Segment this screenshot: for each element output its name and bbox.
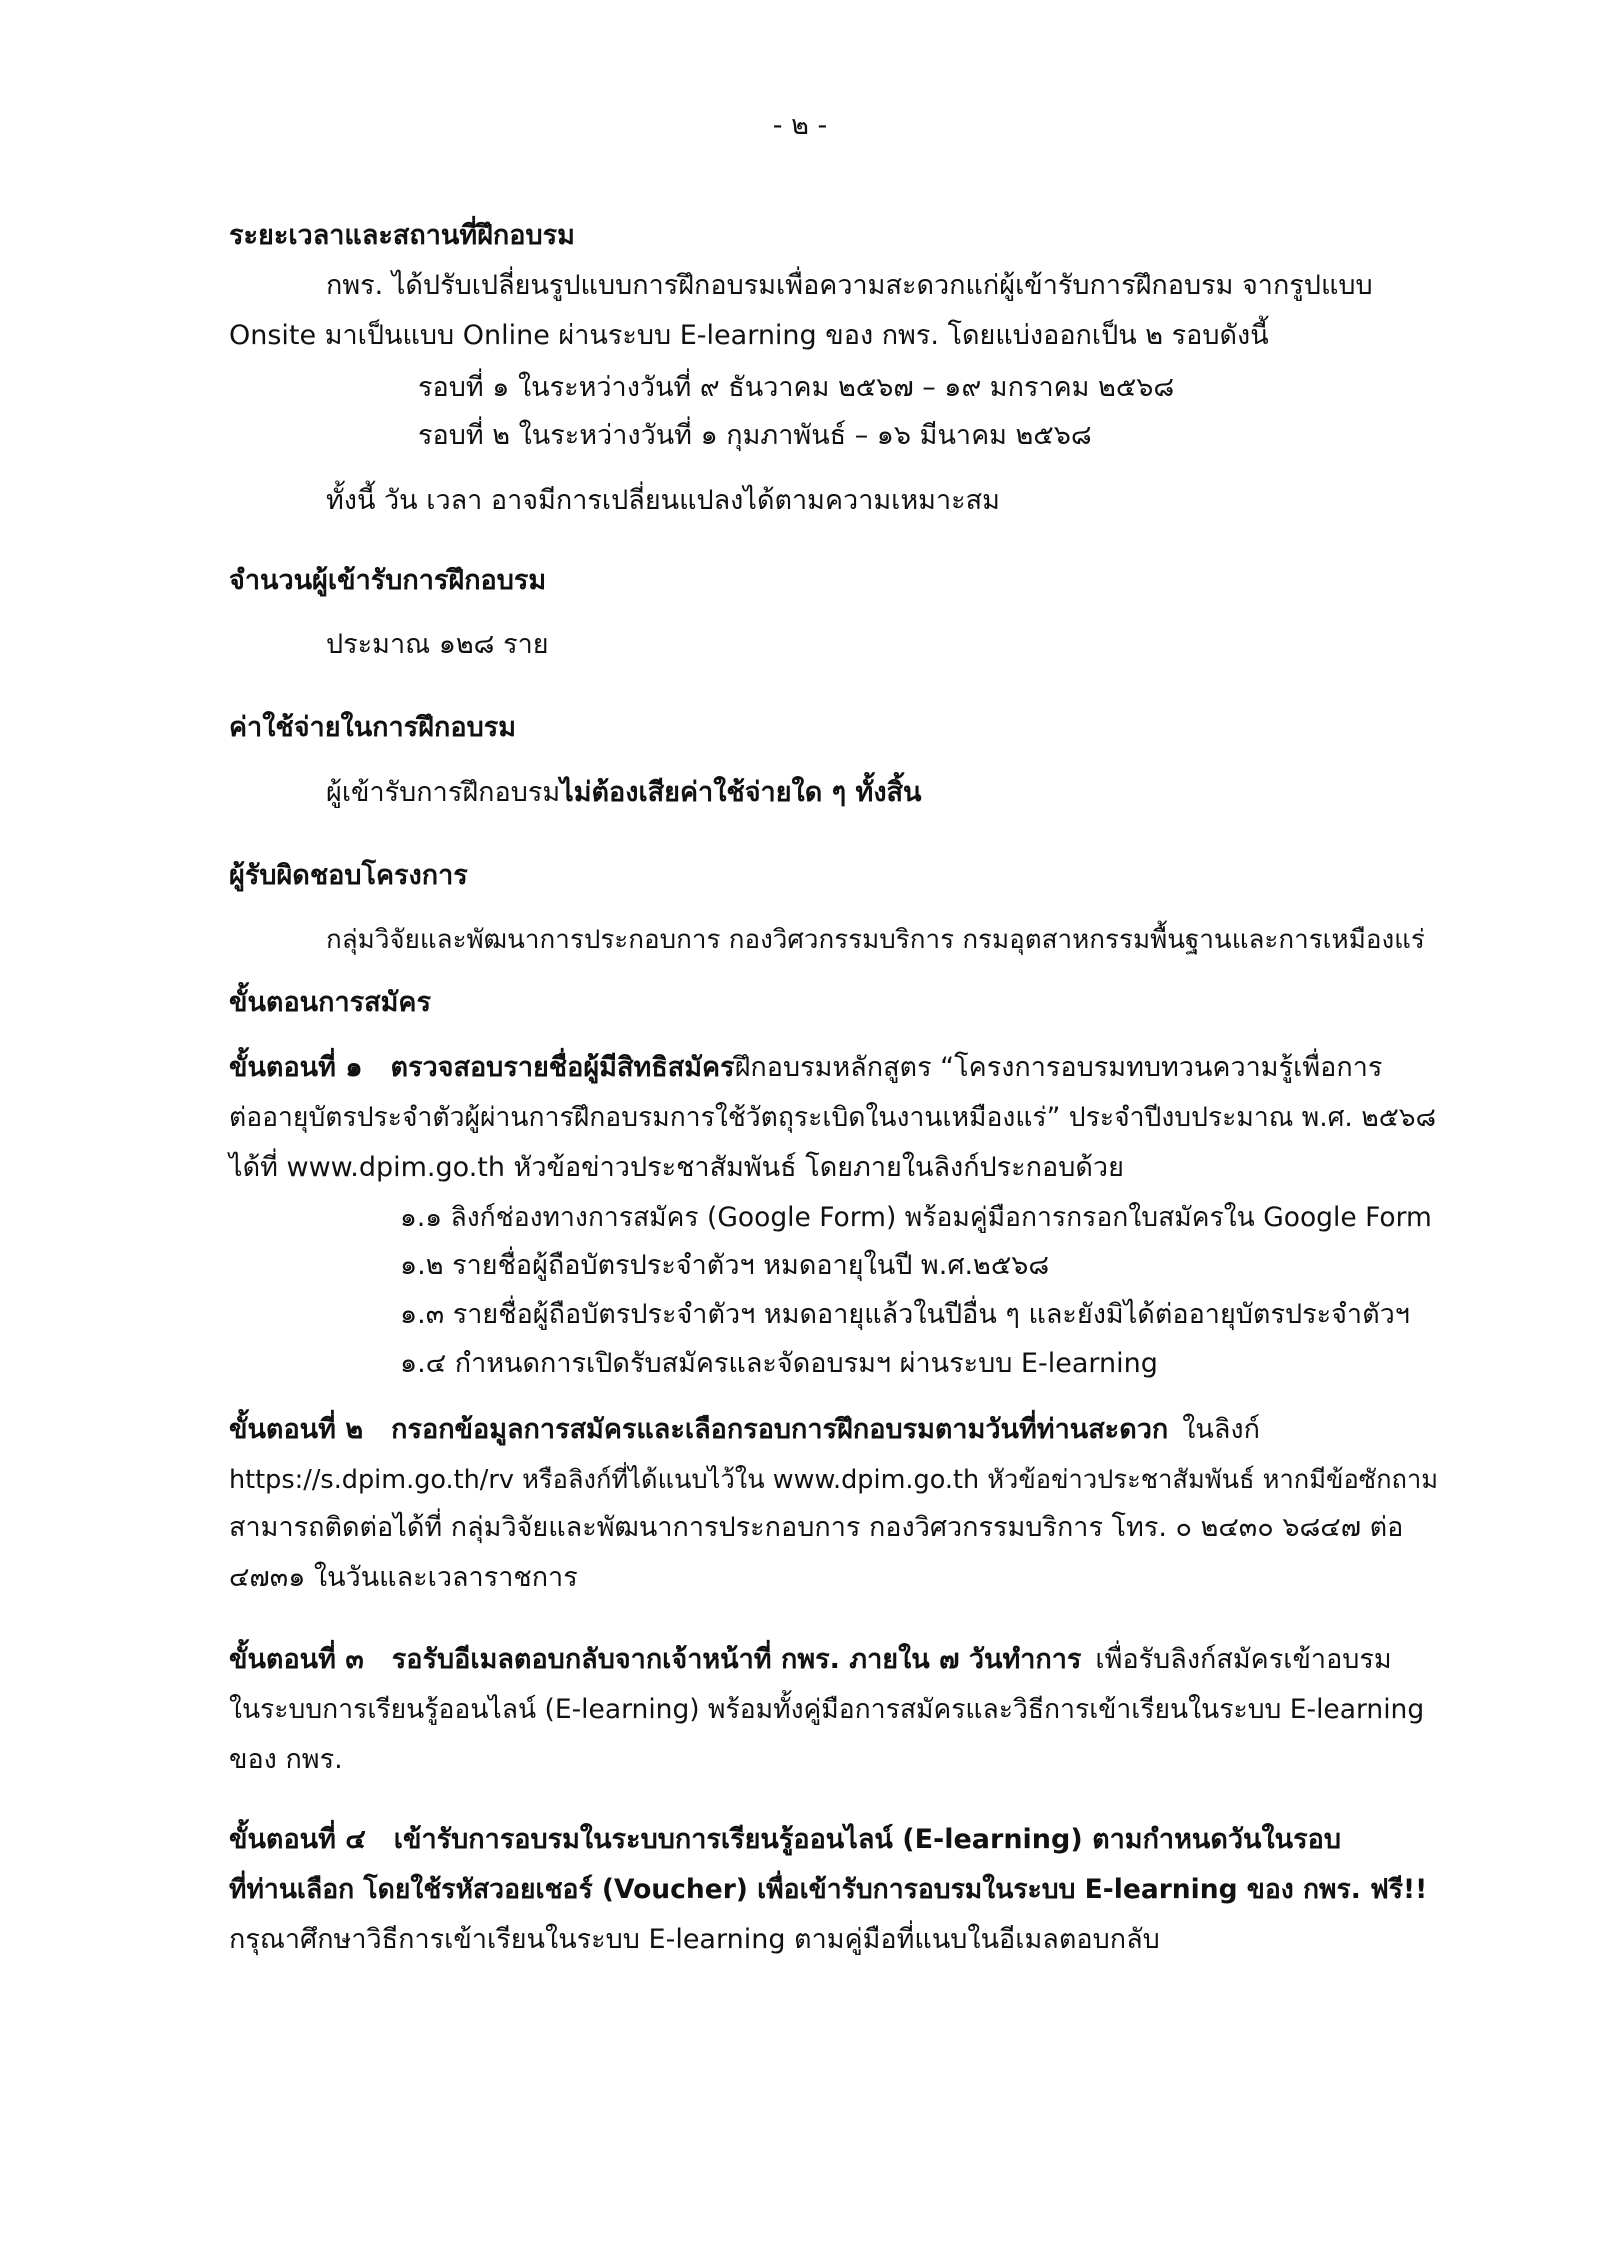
step4-title: เข้ารับการอบรมในระบบการเรียนรู้ออนไลน์ (E-learning) ตามกำหนดวันในรอบ [393, 1824, 1341, 1855]
period-round-1: รอบที่ ๑ ในระหว่างวันที่ ๙ ธันวาคม ๒๕๖๗ – ๑๙ มกราคม ๒๕๖๘ [418, 372, 1175, 403]
period-round-2: รอบที่ ๒ ในระหว่างวันที่ ๑ กุมภาพันธ์ – ๑๖ มีนาคม ๒๕๖๘ [418, 420, 1092, 451]
step3-line-1-rest: เพื่อรับลิงก์สมัครเข้าอบรม [1095, 1644, 1392, 1675]
step1-item-2: ๑.๒ รายชื่อผู้ถือบัตรประจำตัวฯ หมดอายุในปี พ.ศ.๒๕๖๘ [400, 1250, 1050, 1281]
period-line-2: Onsite มาเป็นแบบ Online ผ่านระบบ E-learning ของ กพร. โดยแบ่งออกเป็น ๒ รอบดังนี้ [229, 320, 1269, 351]
step3-line-2: ในระบบการเรียนรู้ออนไลน์ (E-learning) พร้อมทั้งคู่มือการสมัครและวิธีการเข้าเรียนในระบบ E-learning [229, 1694, 1425, 1725]
step4-label: ขั้นตอนที่ ๔ [229, 1824, 366, 1855]
step4-line-1 [229, 1822, 1341, 1858]
step2-line-1-rest: ในลิงก์ [1182, 1414, 1260, 1445]
step2-line-3: สามารถติดต่อได้ที่ กลุ่มวิจัยและพัฒนาการประกอบการ กองวิศวกรรมบริการ โทร. ๐ ๒๔๓๐ ๖๘๔๗ ต่อ [229, 1512, 1404, 1543]
participants-text: ประมาณ ๑๒๘ ราย [326, 629, 549, 660]
period-line-1: กพร. ได้ปรับเปลี่ยนรูปแบบการฝึกอบรมเพื่อความสะดวกแก่ผู้เข้ารับการฝึกอบรม จากรูปแบบ [326, 270, 1373, 301]
step3-line-3: ของ กพร. [229, 1744, 343, 1775]
page-number: - ๒ - [772, 110, 828, 141]
period-heading: ระยะเวลาและสถานที่ฝึกอบรม [229, 220, 575, 251]
step1-item-1: ๑.๑ ลิงก์ช่องทางการสมัคร (Google Form) พร้อมคู่มือการกรอกใบสมัครใน Google Form [400, 1202, 1432, 1233]
step1-item-3: ๑.๓ รายชื่อผู้ถือบัตรประจำตัวฯ หมดอายุแล้วในปีอื่น ๆ และยังมิได้ต่ออายุบัตรประจำตัวฯ [400, 1299, 1410, 1330]
cost-heading: ค่าใช้จ่ายในการฝึกอบรม [229, 712, 517, 743]
step4-line-3: กรุณาศึกษาวิธีการเข้าเรียนในระบบ E-learning ตามคู่มือที่แนบในอีเมลตอบกลับ [229, 1924, 1160, 1955]
step2-title: กรอกข้อมูลการสมัครและเลือกรอบการฝึกอบรมตามวันที่ท่านสะดวก [391, 1414, 1169, 1445]
step4-line-2: ที่ท่านเลือก โดยใช้รหัสวอยเชอร์ (Voucher) เพื่อเข้ารับการอบรมในระบบ E-learning ของ กพร. ฟรี!! [229, 1874, 1428, 1905]
cost-text-bold: ไม่ต้องเสียค่าใช้จ่ายใด ๆ ทั้งสิ้น [560, 777, 922, 808]
responsible-heading: ผู้รับผิดชอบโครงการ [229, 860, 468, 891]
step1-line-1-rest: ฝึกอบรมหลักสูตร “โครงการอบรมทบทวนความรู้เพื่อการ [734, 1052, 1383, 1083]
steps-heading: ขั้นตอนการสมัคร [229, 987, 431, 1018]
step2-line-2: https://s.dpim.go.th/rv หรือลิงก์ที่ได้แนบไว้ใน www.dpim.go.th หัวข้อข่าวประชาสัมพันธ์ หากมีข้อซักถาม [229, 1465, 1439, 1495]
step1-label: ขั้นตอนที่ ๑ [229, 1052, 363, 1083]
step1-item-4: ๑.๔ กำหนดการเปิดรับสมัครและจัดอบรมฯ ผ่านระบบ E-learning [400, 1348, 1158, 1379]
step1-line-1 [229, 1050, 1382, 1086]
step3-label: ขั้นตอนที่ ๓ [229, 1644, 364, 1675]
step2-line-4: ๔๗๓๑ ในวันและเวลาราชการ [229, 1562, 578, 1593]
participants-heading: จำนวนผู้เข้ารับการฝึกอบรม [229, 565, 547, 596]
step2-line-1 [229, 1412, 1260, 1448]
period-note: ทั้งนี้ วัน เวลา อาจมีการเปลี่ยนแปลงได้ตามความเหมาะสม [326, 485, 1000, 516]
step1-title: ตรวจสอบรายชื่อผู้มีสิทธิสมัคร [390, 1052, 735, 1083]
step3-title: รอรับอีเมลตอบกลับจากเจ้าหน้าที่ กพร. ภายใน ๗ วันทำการ [391, 1644, 1082, 1675]
cost-text [326, 775, 921, 811]
step1-line-3: ได้ที่ www.dpim.go.th หัวข้อข่าวประชาสัมพันธ์ โดยภายในลิงก์ประกอบด้วย [229, 1152, 1124, 1183]
step1-line-2: ต่ออายุบัตรประจำตัวผู้ผ่านการฝึกอบรมการใช้วัตถุระเบิดในงานเหมืองแร่” ประจำปีงบประมาณ พ.ศ. ๒๕๖๘ [229, 1102, 1437, 1133]
responsible-text: กลุ่มวิจัยและพัฒนาการประกอบการ กองวิศวกรรมบริการ กรมอุตสาหกรรมพื้นฐานและการเหมืองแร่ [326, 925, 1425, 955]
cost-text-plain: ผู้เข้ารับการฝึกอบรม [326, 777, 561, 808]
step3-line-1 [229, 1642, 1392, 1678]
step2-label: ขั้นตอนที่ ๒ [229, 1414, 364, 1445]
